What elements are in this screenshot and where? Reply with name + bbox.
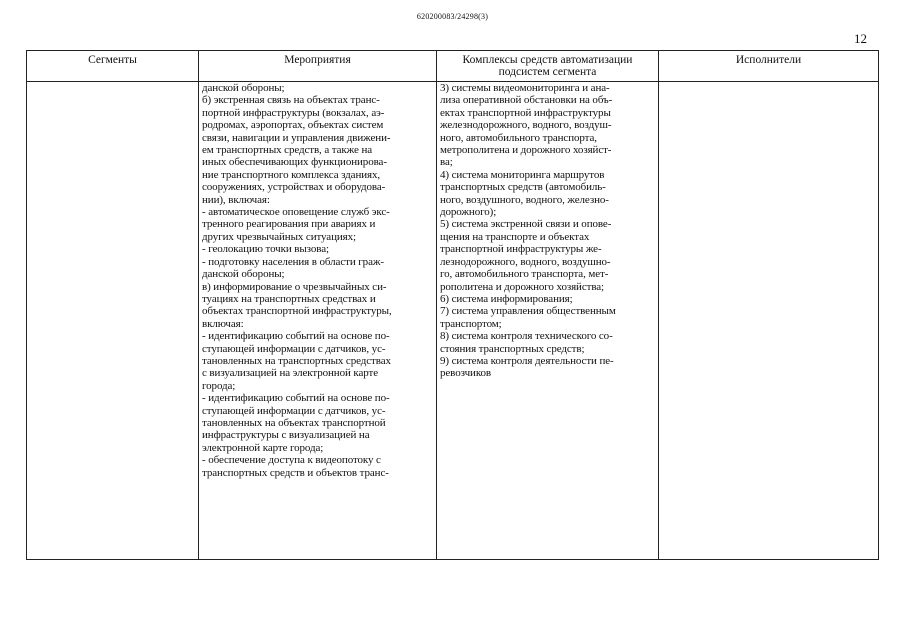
complexes-text (440, 82, 655, 380)
text-line: ступающей информации с датчиков, ус- (202, 342, 386, 355)
text-line: ного, автомобильного транспорта, (440, 131, 597, 144)
text-line: данской обороны; (202, 82, 285, 94)
executors-cell (659, 82, 879, 560)
text-line: транспортных средств и объектов транс- (202, 466, 389, 479)
text-line: 3) системы видеомониторинга и ана- (440, 82, 610, 94)
text-line: ступающей информации с датчиков, ус- (202, 404, 386, 417)
text-line: в) информирование о чрезвычайных си- (202, 280, 387, 293)
text-line: данской обороны; (202, 268, 285, 281)
text-line: го, автомобильного транспорта, мет- (440, 268, 609, 281)
text-line: сооружениях, устройствах и оборудова- (202, 181, 386, 194)
header-segments: Сегменты (27, 51, 199, 82)
text-line: 8) система контроля технического со- (440, 330, 613, 343)
text-line: электронной карте города; (202, 441, 324, 454)
text-line: тренного реагирования при авариях и (202, 218, 376, 231)
text-line: объектах транспортной инфраструктуры, (202, 305, 392, 318)
segments-table (26, 50, 879, 560)
text-line: метрополитена и дорожного хозяйст- (440, 144, 612, 157)
table-header-row (27, 51, 879, 82)
text-line: инфраструктуры с визуализацией на (202, 429, 370, 442)
text-line: туациях на транспортных средствах и (202, 292, 376, 305)
text-line: - геолокацию точки вызова; (202, 243, 329, 256)
text-line: транспортом; (440, 317, 502, 330)
document-id: 620200083/24298(3) (416, 12, 489, 21)
table-row (27, 82, 879, 560)
text-line: тановленных на транспортных средствах (202, 354, 391, 367)
text-line: тановленных на объектах транспортной (202, 416, 386, 429)
measures-text (202, 82, 433, 479)
text-line: - подготовку населения в области граж- (202, 255, 384, 268)
text-line: б) экстренная связь на объектах транс- (202, 94, 380, 107)
text-line: стояния транспортных средств; (440, 342, 585, 355)
page-number: 12 (854, 31, 867, 46)
text-line: связи, навигации и управления движени- (202, 131, 391, 144)
text-line: нии), включая: (202, 193, 270, 206)
text-line: щения на транспорте и объектах (440, 230, 590, 243)
text-line: 6) система информирования; (440, 292, 573, 305)
text-line: 5) система экстренной связи и опове- (440, 218, 612, 231)
complexes-cell (437, 82, 659, 560)
text-line: 4) система мониторинга маршрутов (440, 168, 605, 181)
text-line: лиза оперативной обстановки на объ- (440, 94, 613, 107)
text-line: ного, воздушного, водного, железно- (440, 193, 609, 206)
text-line: ем транспортных средств, а также на (202, 144, 373, 157)
text-line: - идентификацию событий на основе по- (202, 330, 390, 343)
text-line: ва; (440, 156, 453, 169)
text-line: включая: (202, 317, 244, 330)
text-line: с визуализацией на электронной карте (202, 367, 379, 380)
text-line: родромах, аэропортах, объектах систем (202, 119, 384, 132)
header-executors: Исполнители (659, 51, 879, 82)
text-line: - автоматическое оповещение служб экс- (202, 206, 390, 219)
text-line: железнодорожного, водного, воздуш- (440, 119, 612, 132)
text-line: дорожного); (440, 206, 497, 219)
text-line: других чрезвычайных ситуациях; (202, 230, 356, 243)
text-line: 9) система контроля деятельности пе- (440, 354, 614, 367)
header-complexes: Комплексы средств автоматизации подсистем сегмента (437, 51, 659, 82)
text-line: - идентификацию событий на основе по- (202, 392, 390, 405)
text-line: рополитена и дорожного хозяйства; (440, 280, 605, 293)
text-line: ние транспортного комплекса зданиях, (202, 168, 381, 181)
measures-cell (199, 82, 437, 560)
text-line: портной инфраструктуры (вокзалах, аэ- (202, 106, 385, 119)
text-line: ревозчиков (440, 367, 492, 380)
text-line: ектах транспортной инфраструктуры (440, 106, 611, 119)
text-line: иных обеспечивающих функционирова- (202, 156, 387, 169)
text-line: транспортной инфраструктуры же- (440, 243, 602, 256)
text-line: - обеспечение доступа к видеопотоку с (202, 454, 381, 467)
text-line: города; (202, 379, 236, 392)
segments-cell (27, 82, 199, 560)
text-line: транспортных средств (автомобиль- (440, 181, 606, 194)
header-measures: Мероприятия (199, 51, 437, 82)
text-line: лезнодорожного, водного, воздушно- (440, 255, 611, 268)
text-line: 7) система управления общественным (440, 305, 616, 318)
